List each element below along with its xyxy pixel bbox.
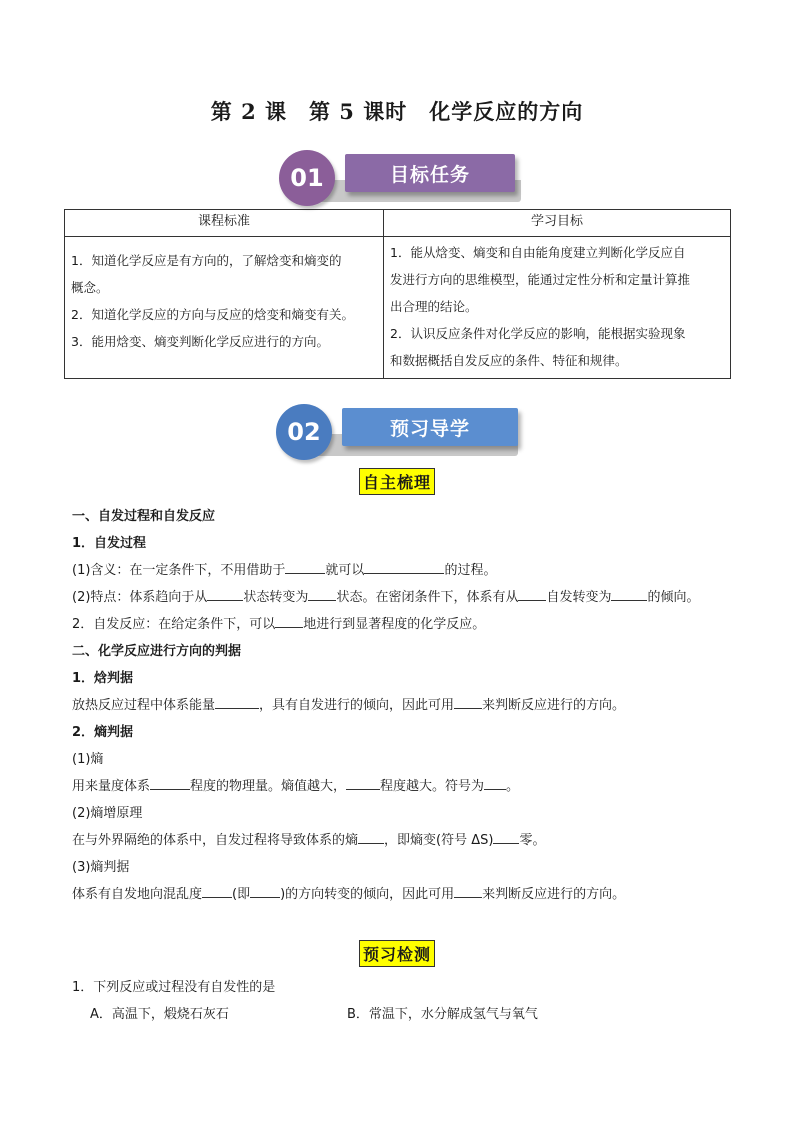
- table-header-curriculum-standard: 课程标准: [65, 210, 384, 237]
- section-banner-preview: [276, 404, 522, 460]
- text: 就可以: [325, 563, 365, 578]
- paragraph: [72, 584, 732, 611]
- study-content: [72, 503, 732, 908]
- banner-label: 目标任务: [345, 154, 515, 192]
- learning-objectives-cell: [384, 237, 731, 379]
- option-a: A．高温下，煅烧石灰石: [90, 1007, 229, 1022]
- fill-blank: [202, 883, 232, 898]
- text-line: 3．能用焓变、熵变判断化学反应进行的方向。: [71, 334, 329, 349]
- text: ，即熵变(符号 ΔS): [384, 833, 494, 848]
- text: 自发转变为: [546, 590, 612, 605]
- text-line: 1．知道化学反应是有方向的，了解焓变和熵变的: [71, 253, 342, 268]
- text: 来判断反应进行的方向。: [482, 698, 626, 713]
- curriculum-standard-cell: [65, 237, 384, 379]
- paragraph: [72, 611, 732, 638]
- text: 放热反应过程中体系能量: [72, 698, 216, 713]
- fill-blank: [285, 559, 325, 574]
- fill-blank: [308, 586, 336, 601]
- paragraph: [72, 881, 732, 908]
- subsection-preview-test: [0, 940, 794, 967]
- text: 的过程。: [444, 563, 497, 578]
- text: 状态。在密闭条件下，体系有从: [336, 590, 519, 605]
- paragraph: [72, 692, 732, 719]
- text: (即: [232, 887, 251, 902]
- text: 状态转变为: [243, 590, 309, 605]
- banner-label: 预习导学: [342, 408, 518, 446]
- fill-blank: [346, 775, 380, 790]
- fill-blank: [454, 694, 482, 709]
- banner-number: 02: [276, 404, 332, 460]
- question-options: [72, 1001, 732, 1028]
- subheading: 1．焓判据: [72, 671, 134, 686]
- table-header-learning-objectives: 学习目标: [384, 210, 731, 237]
- banner-number: 01: [279, 150, 335, 206]
- text-line: 2．知道化学反应的方向与反应的焓变和熵变有关。: [71, 307, 354, 322]
- subsection-self-study: [0, 468, 794, 495]
- text-line: 出合理的结论。: [390, 299, 478, 314]
- paragraph: [72, 827, 732, 854]
- paragraph: (2)熵增原理: [72, 806, 143, 821]
- text: 的倾向。: [647, 590, 700, 605]
- fill-blank: [493, 829, 519, 844]
- fill-blank: [150, 775, 190, 790]
- fill-blank: [454, 883, 482, 898]
- text-line: 2．认识反应条件对化学反应的影响，能根据实验现象: [390, 326, 686, 341]
- text: 程度的物理量。熵值越大，: [190, 779, 347, 794]
- text: 用来量度体系: [72, 779, 151, 794]
- paragraph: [72, 557, 732, 584]
- heading: 二、化学反应进行方向的判据: [72, 644, 242, 659]
- text: 零。: [519, 833, 546, 848]
- text: 在与外界隔绝的体系中，自发过程将导致体系的熵: [72, 833, 359, 848]
- text: )的方向转变的倾向，因此可用: [280, 887, 455, 902]
- subheading: 2．熵判据: [72, 725, 134, 740]
- text: 体系有自发地向混乱度: [72, 887, 203, 902]
- subsection-label: 自主梳理: [359, 468, 435, 495]
- fill-blank: [358, 829, 384, 844]
- fill-blank: [207, 586, 243, 601]
- text-line: 1．能从焓变、熵变和自由能角度建立判断化学反应自: [390, 245, 686, 260]
- fill-blank: [518, 586, 546, 601]
- option-b: B．常温下，水分解成氢气与氧气: [347, 1007, 538, 1022]
- paragraph: (1)熵: [72, 752, 104, 767]
- text: 。: [506, 779, 520, 794]
- text: 2．自发反应：在给定条件下，可以: [72, 617, 276, 632]
- paragraph: [72, 773, 732, 800]
- fill-blank: [215, 694, 259, 709]
- page-title: 第 2 课 第 5 课时 化学反应的方向: [210, 99, 584, 124]
- subsection-label: 预习检测: [359, 940, 435, 967]
- fill-blank: [611, 586, 647, 601]
- text-line: 概念。: [71, 280, 109, 295]
- text: (2)特点：体系趋向于从: [72, 590, 208, 605]
- heading: 一、自发过程和自发反应: [72, 509, 216, 524]
- question-block: [72, 974, 732, 1028]
- text: ，具有自发进行的倾向，因此可用: [259, 698, 455, 713]
- text: 地进行到显著程度的化学反应。: [303, 617, 486, 632]
- text: 来判断反应进行的方向。: [482, 887, 626, 902]
- goals-table: [64, 209, 731, 379]
- section-banner-objectives: [279, 150, 519, 206]
- text-line: 和数据概括自发反应的条件、特征和规律。: [390, 353, 628, 368]
- fill-blank: [275, 613, 303, 628]
- subheading: 1．自发过程: [72, 536, 147, 551]
- fill-blank: [250, 883, 280, 898]
- paragraph: (3)熵判据: [72, 860, 130, 875]
- fill-blank: [484, 775, 506, 790]
- text: (1)含义：在一定条件下，不用借助于: [72, 563, 286, 578]
- question-stem: 1．下列反应或过程没有自发性的是: [72, 980, 276, 995]
- text-line: 发进行方向的思维模型，能通过定性分析和定量计算推: [390, 272, 691, 287]
- text: 程度越大。符号为: [380, 779, 485, 794]
- fill-blank: [364, 559, 444, 574]
